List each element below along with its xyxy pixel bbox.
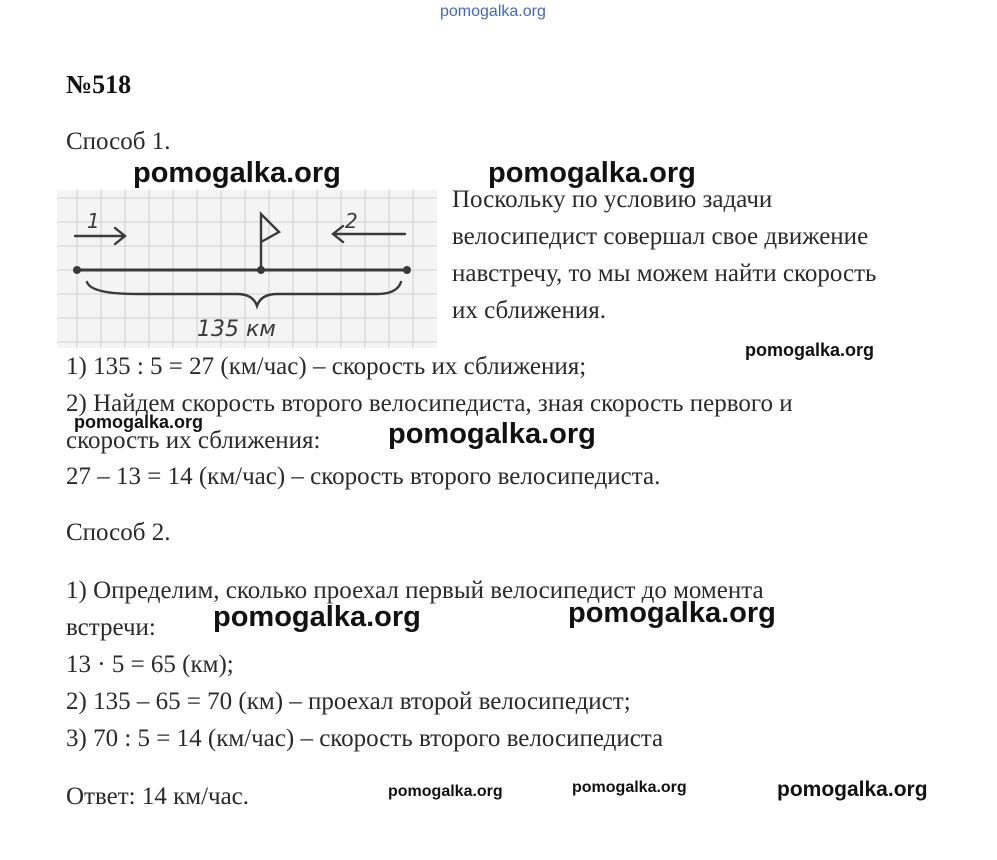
method1-step1: 1) 135 : 5 = 27 (км/час) – скорость их сближения; — [66, 353, 587, 380]
method2-step2: 2) 135 – 65 = 70 (км) – проехал второй велосипедист; — [66, 688, 631, 715]
method1-step2-line1: 2) Найдем скорость второго велосипедиста, зная скорость первого и — [66, 390, 793, 417]
watermark: pomogalka.org — [568, 597, 776, 629]
arrow-2-label: 2 — [345, 209, 358, 233]
watermark: pomogalka.org — [388, 783, 503, 800]
watermark: pomogalka.org — [572, 779, 687, 796]
intro-line-3: навстречу, то мы можем найти скорость — [452, 260, 877, 287]
motion-sketch — [57, 190, 437, 348]
arrow-1-label: 1 — [87, 209, 100, 233]
watermark: pomogalka.org — [745, 340, 875, 360]
intro-line-1: Поскольку по условию задачи — [452, 186, 773, 213]
watermark: pomogalka.org — [388, 418, 596, 450]
intro-line-2: велосипедист совершал свое движение — [452, 223, 869, 250]
method1-step2-calc: 27 – 13 = 14 (км/час) – скорость второго велосипедиста. — [66, 463, 661, 490]
method2-step1-calc: 13 · 5 = 65 (км); — [66, 651, 234, 678]
task-number: №518 — [66, 70, 132, 99]
method2-heading: Способ 2. — [66, 519, 171, 546]
method2-step1-line2: встречи: — [66, 614, 156, 641]
intro-line-4: их сближения. — [452, 297, 607, 324]
watermark: pomogalka.org — [777, 778, 928, 801]
top-watermark: pomogalka.org — [440, 3, 546, 20]
method1-step2-line2: скорость их сближения: — [66, 427, 321, 454]
distance-label: 135 км — [197, 317, 276, 342]
answer: Ответ: 14 км/час. — [66, 783, 250, 810]
watermark: pomogalka.org — [488, 157, 696, 189]
watermark: pomogalka.org — [133, 157, 341, 189]
method2-step3: 3) 70 : 5 = 14 (км/час) – скорость второго велосипедиста — [66, 725, 664, 752]
method1-heading: Способ 1. — [66, 128, 171, 155]
method2-step1-line1: 1) Определим, сколько проехал первый велосипедист до момента — [66, 577, 764, 604]
watermark: pomogalka.org — [213, 601, 421, 633]
watermark: pomogalka.org — [74, 412, 204, 432]
